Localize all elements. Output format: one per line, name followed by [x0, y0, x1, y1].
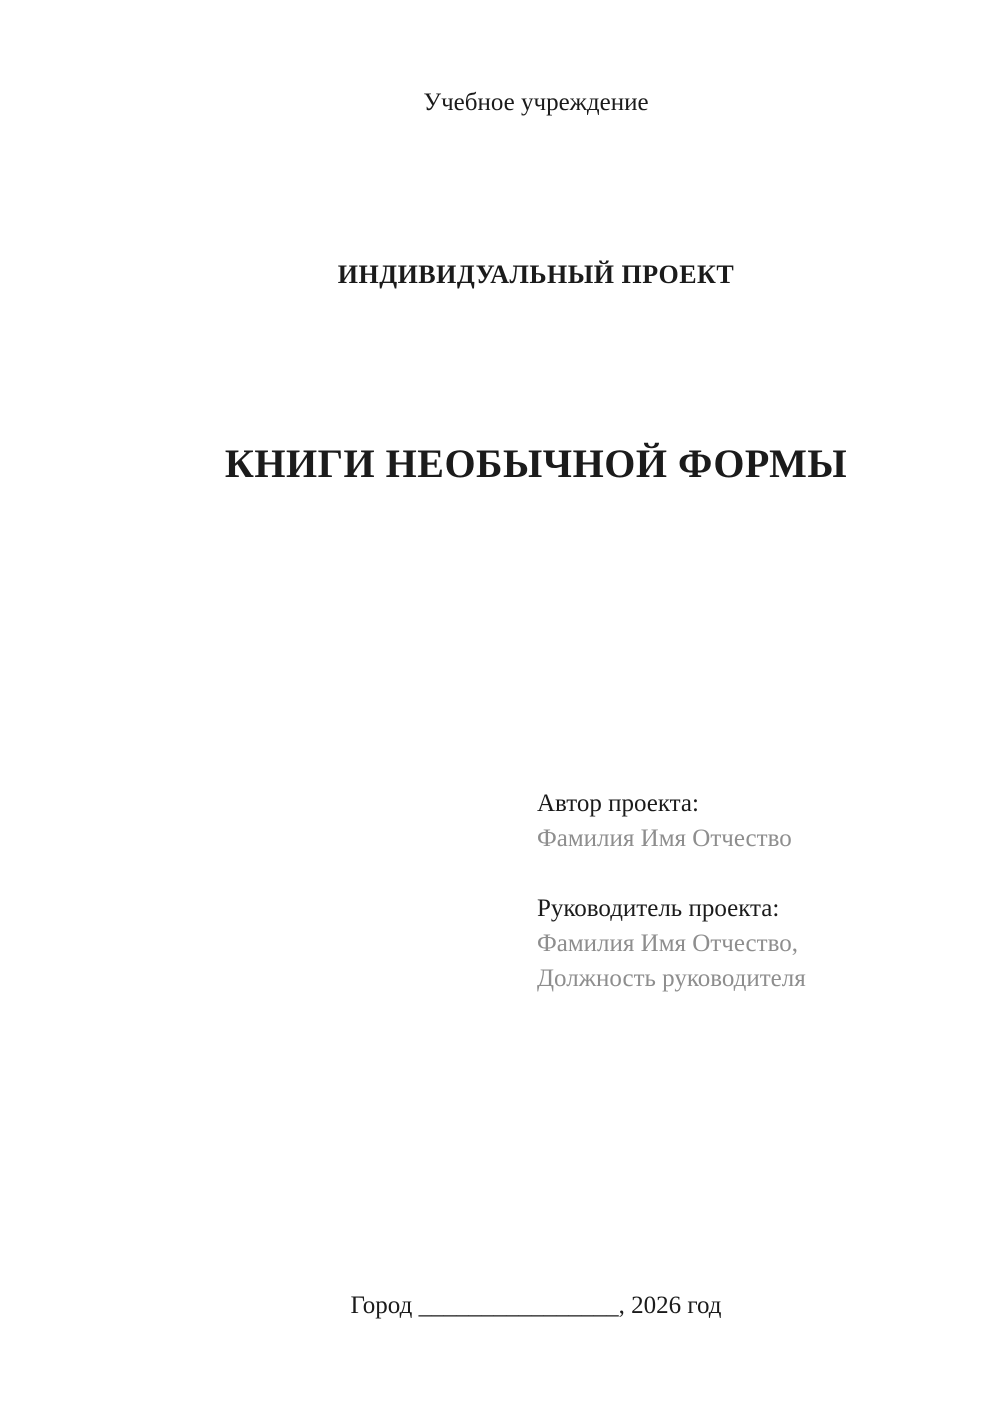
institution-line: Учебное учреждение [423, 89, 649, 116]
city-year-line [72, 1290, 1000, 1323]
supervisor-label: Руководитель проекта: [537, 895, 780, 922]
city-blank-line: ________________ [418, 1292, 619, 1319]
supervisor-name-placeholder: Фамилия Имя Отчество, [537, 930, 798, 957]
author-name-placeholder: Фамилия Имя Отчество [537, 825, 792, 852]
supervisor-block [537, 891, 806, 996]
project-type-line: ИНДИВИДУАЛЬНЫЙ ПРОЕКТ [337, 260, 735, 289]
city-label: Город [350, 1292, 413, 1319]
supervisor-position-placeholder: Должность руководителя [537, 965, 806, 992]
document-title: КНИГИ НЕОБЫЧНОЙ ФОРМЫ [224, 441, 848, 486]
author-label: Автор проекта: [537, 790, 699, 817]
author-block [537, 786, 806, 856]
credits-block [537, 786, 806, 996]
year-text: , 2026 год [618, 1292, 722, 1319]
